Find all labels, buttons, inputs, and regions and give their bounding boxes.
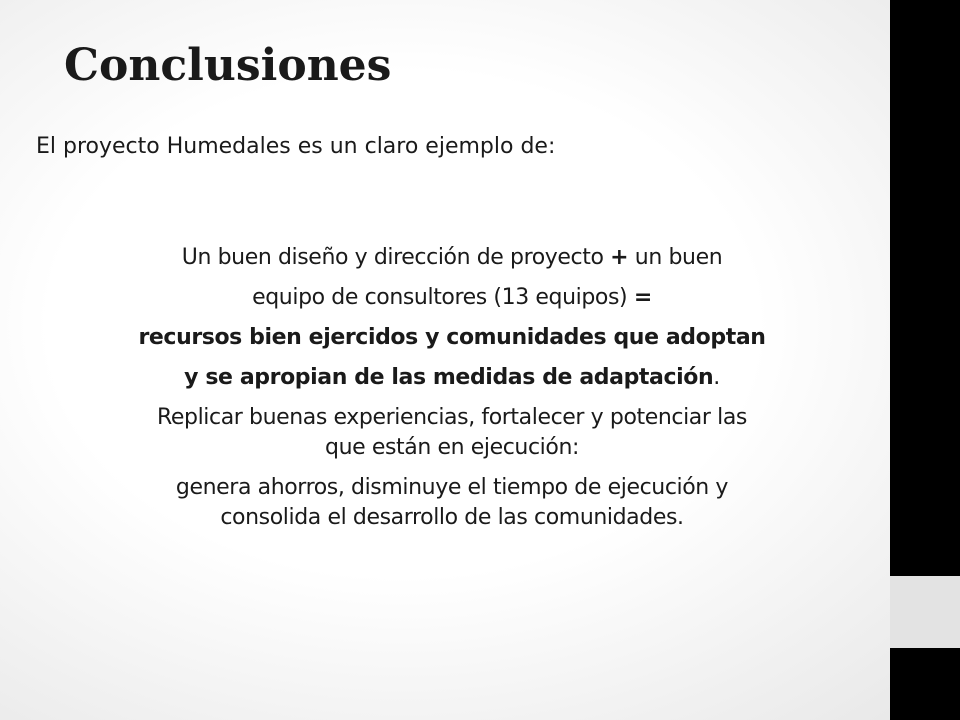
body-line-3: recursos bien ejercidos y comunidades que adoptan <box>138 325 766 350</box>
body-line-1 <box>24 243 880 273</box>
body-line-1-text: Un buen diseño y dirección de proyecto <box>181 245 611 270</box>
body-line-4 <box>24 363 880 393</box>
body-line-4-text: y se apropian de las medidas de adaptación <box>184 365 714 390</box>
sidebar-dark-block-bottom <box>890 648 960 720</box>
body-line-5: Replicar buenas experiencias, fortalecer y potenciar las <box>156 405 747 430</box>
equals-operator: = <box>633 285 652 310</box>
body-line-2 <box>24 283 880 313</box>
body-line-8: consolida el desarrollo de las comunidades. <box>220 505 684 530</box>
plus-operator: + <box>610 245 629 270</box>
sidebar-dark-block-top <box>890 0 960 576</box>
sidebar-light-block <box>890 576 960 648</box>
body-line-4-period: . <box>713 365 720 390</box>
body-line-2-text: equipo de consultores (13 equipos) <box>252 285 634 310</box>
conclusion-body <box>24 243 880 533</box>
slide-title: Conclusiones <box>64 40 392 91</box>
body-line-1-rest: un buen <box>628 245 723 270</box>
body-line-7: genera ahorros, disminuye el tiempo de ejecución y <box>175 475 729 500</box>
body-line-6: que están en ejecución: <box>325 435 579 460</box>
intro-text: El proyecto Humedales es un claro ejemplo de: <box>36 134 556 159</box>
